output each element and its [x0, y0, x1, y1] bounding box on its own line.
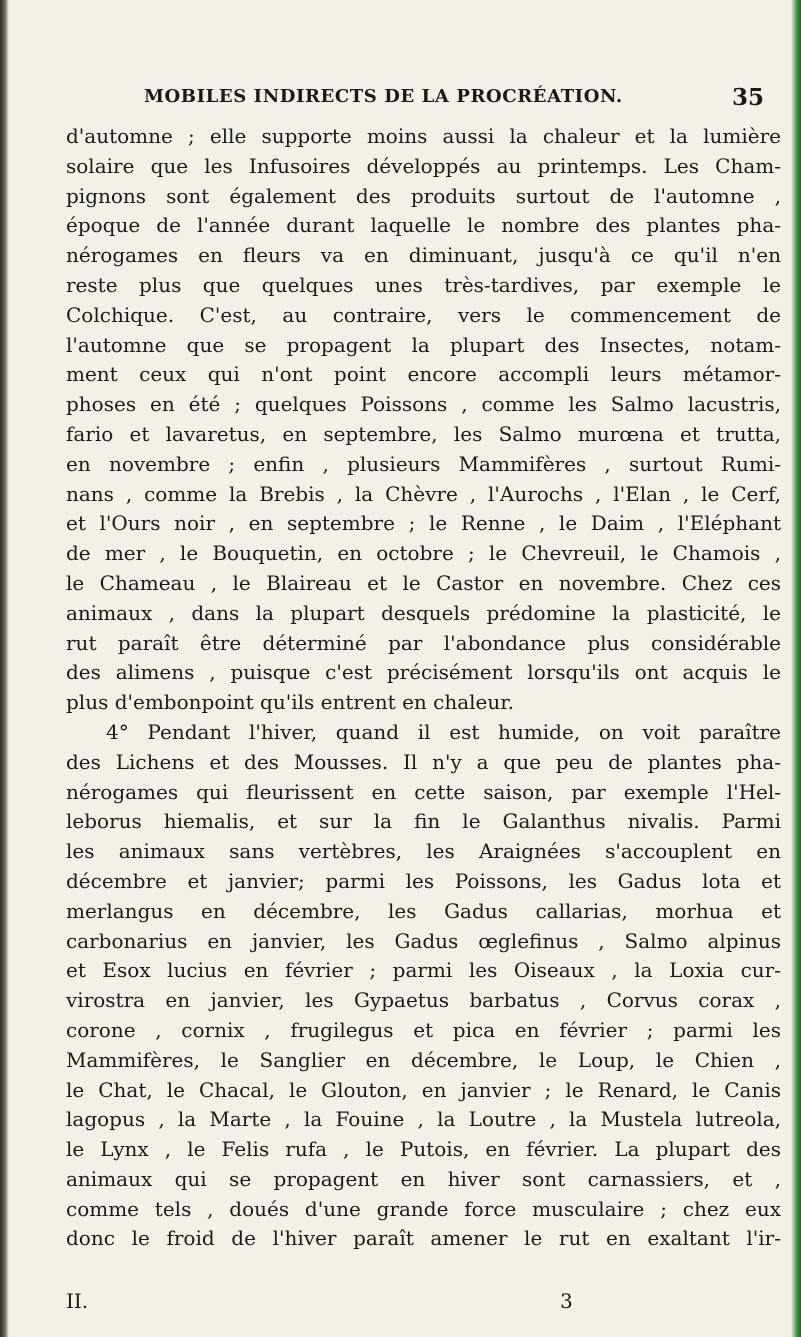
running-head: MOBILES INDIRECTS DE LA PROCRÉATION. [144, 86, 623, 107]
text-line: virostra en janvier, les Gypaetus barbatus , Corvus corax , [66, 988, 781, 1013]
text-line: leborus hiemalis, et sur la fin le Galanthus nivalis. Parmi [66, 809, 781, 834]
text-line: de mer , le Bouquetin, en octobre ; le Chevreuil, le Chamois , [66, 541, 781, 566]
page-header [144, 86, 776, 114]
text-line: 4° Pendant l'hiver, quand il est humide, on voit paraître [106, 719, 781, 744]
footer-number: 3 [560, 1289, 573, 1313]
right-page-edge [791, 0, 801, 1337]
text-line: l'automne que se propagent la plupart des Insectes, notam- [66, 332, 781, 357]
text-line: nérogames en fleurs va en diminuant, jusqu'à ce qu'il n'en [66, 243, 781, 268]
text-line: nérogames qui fleurissent en cette saison, par exemple l'Hel- [66, 779, 781, 804]
text-line: carbonarius en janvier, les Gadus œglefinus , Salmo alpinus [66, 928, 781, 953]
text-line: des Lichens et des Mousses. Il n'y a que peu de plantes pha- [66, 749, 781, 774]
text-line: animaux , dans la plupart desquels prédomine la plasticité, le [66, 600, 781, 625]
text-line: d'automne ; elle supporte moins aussi la chaleur et la lumière [66, 124, 781, 148]
text-line: des alimens , puisque c'est précisément lorsqu'ils ont acquis le [66, 660, 781, 685]
footer-signature: II. [66, 1289, 89, 1313]
text-line: fario et lavaretus, en septembre, les Salmo murœna et trutta, [66, 421, 781, 446]
text-line: les animaux sans vertèbres, les Araignées s'accouplent en [66, 839, 781, 864]
text-line: plus d'embonpoint qu'ils entrent en chaleur. [66, 690, 514, 715]
text-line: le Chameau , le Blaireau et le Castor en novembre. Chez ces [66, 570, 781, 595]
text-line: décembre et janvier; parmi les Poissons, les Gadus lota et [66, 868, 781, 893]
text-line: et Esox lucius en février ; parmi les Oiseaux , la Loxia cur- [66, 958, 781, 983]
text-line: lagopus , la Marte , la Fouine , la Loutre , la Mustela lutreola, [66, 1107, 781, 1132]
text-line: et l'Ours noir , en septembre ; le Renne , le Daim , l'Eléphant [66, 511, 781, 536]
text-line: rut paraît être déterminé par l'abondance plus considérable [66, 630, 781, 655]
text-line: phoses en été ; quelques Poissons , comme les Salmo lacustris, [66, 392, 781, 417]
left-binding-shadow [0, 0, 9, 1337]
text-line: nans , comme la Brebis , la Chèvre , l'Aurochs , l'Elan , le Cerf, [66, 481, 781, 506]
page-number: 35 [731, 84, 764, 111]
text-line: animaux qui se propagent en hiver sont carnassiers, et , [66, 1166, 781, 1191]
text-line: pignons sont également des produits surtout de l'automne , [66, 183, 781, 208]
text-line: corone , cornix , frugilegus et pica en février ; parmi les [66, 1017, 781, 1042]
text-line: le Chat, le Chacal, le Glouton, en janvier ; le Renard, le Canis [66, 1077, 781, 1102]
text-line: époque de l'année durant laquelle le nombre des plantes pha- [66, 213, 781, 238]
text-line: donc le froid de l'hiver paraît amener le rut en exaltant l'ir- [66, 1226, 781, 1251]
text-line: reste plus que quelques unes très-tardives, par exemple le [66, 272, 781, 297]
text-line: ment ceux qui n'ont point encore accompli leurs métamor- [66, 362, 781, 387]
text-line: Colchique. C'est, au contraire, vers le commencement de [66, 302, 781, 327]
text-line: le Lynx , le Felis rufa , le Putois, en février. La plupart des [66, 1137, 781, 1162]
text-line: solaire que les Infusoires développés au printemps. Les Cham- [66, 153, 781, 178]
text-line: Mammifères, le Sanglier en décembre, le Loup, le Chien , [66, 1047, 781, 1072]
body-text [66, 122, 781, 1254]
text-line: merlangus en décembre, les Gadus callarias, morhua et [66, 898, 781, 923]
text-line: comme tels , doués d'une grande force musculaire ; chez eux [66, 1196, 781, 1221]
text-line: en novembre ; enfin , plusieurs Mammifères , surtout Rumi- [66, 451, 781, 476]
